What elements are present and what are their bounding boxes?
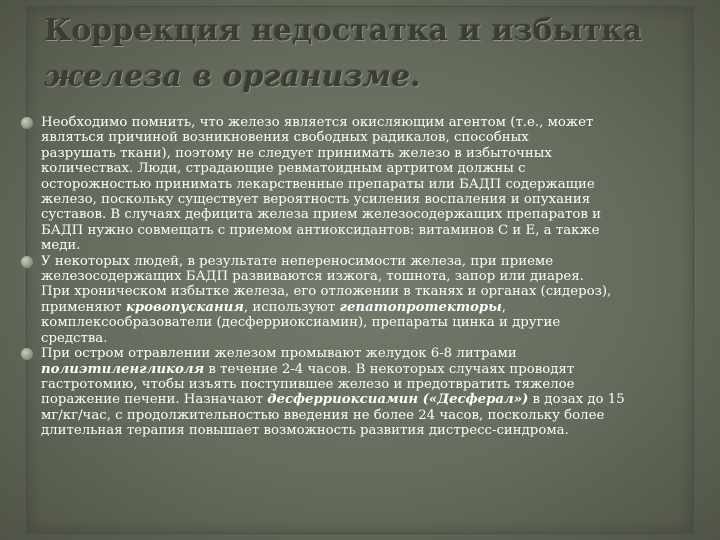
text-line: железо, поскольку существует вероятность усиления воспаления и опухания — [41, 192, 591, 208]
bullet-item — [20, 254, 702, 346]
emphasis-hepatoprotectors: гепатопротекторы — [339, 299, 502, 315]
text-line: осторожностью принимать лекарственные препараты или БАДП содержащие — [41, 176, 595, 192]
text-line: При остром отравлении железом промывают желудок 6-8 литрами — [41, 346, 517, 362]
text-line: количествах. Люди, страдающие ревматоидным артритом должны с — [41, 161, 526, 177]
text-run: , используют — [243, 299, 340, 315]
text-line: комплексообразователи (десферриоксиамин), препараты цинка и другие — [41, 315, 561, 331]
text-line: железосодержащих БАДП развиваются изжога, тошнота, запор или диарея. — [41, 269, 584, 285]
bullet-icon — [21, 348, 33, 360]
text-line: мг/кг/час, с продолжительностью введения не более 24 часов, поскольку более — [41, 407, 605, 423]
text-run: в течение 2-4 часов. В некоторых случаях проводят — [204, 361, 575, 377]
text-line: средства. — [41, 330, 108, 346]
text-line: БАДП нужно совмещать с приемом антиоксидантов: витаминов С и Е, а также — [41, 222, 600, 238]
text-run: в дозах до 15 — [528, 392, 625, 408]
text-line — [41, 392, 702, 407]
text-line: гастротомию, чтобы изъять поступившее железо и предотвратить тяжелое — [41, 376, 575, 392]
slide-body — [20, 115, 702, 439]
emphasis-peg: полиэтиленгликоля — [41, 361, 205, 377]
text-line: являться причиной возникновения свободных радикалов, способных — [41, 130, 529, 146]
text-run: , — [501, 299, 506, 315]
title-line-2: железа в организме. — [44, 59, 421, 94]
text-line: длительная терапия повышает возможность развития дистресс-синдрома. — [41, 423, 569, 439]
bullet-item — [20, 115, 702, 254]
text-run: применяют — [41, 299, 126, 315]
title-line-1: Коррекция недостатка и избытка — [44, 13, 643, 48]
text-line: суставов. В случаях дефицита железа прием железосодержащих препаратов и — [41, 207, 601, 223]
bullet-icon — [21, 256, 33, 268]
text-line: У некоторых людей, в результате непереносимости железа, при приеме — [41, 253, 554, 269]
slide-title — [44, 8, 684, 100]
text-run: поражение печени. Назначают — [41, 392, 268, 408]
emphasis-desferal: десферриоксиамин («Десферал») — [267, 392, 529, 408]
emphasis-bloodletting: кровопускания — [125, 299, 244, 315]
text-line: разрушать ткани), поэтому не следует принимать железо в избыточных — [41, 145, 552, 161]
text-line: Необходимо помнить, что железо является окисляющим агентом (т.е., может — [41, 115, 594, 130]
text-line — [41, 362, 702, 377]
text-line: При хроническом избытке железа, его отложении в тканях и органах (сидероз), — [41, 284, 612, 300]
bullet-item — [20, 346, 702, 438]
bullet-icon — [21, 117, 33, 129]
text-line — [41, 300, 702, 315]
text-line: меди. — [41, 238, 81, 254]
